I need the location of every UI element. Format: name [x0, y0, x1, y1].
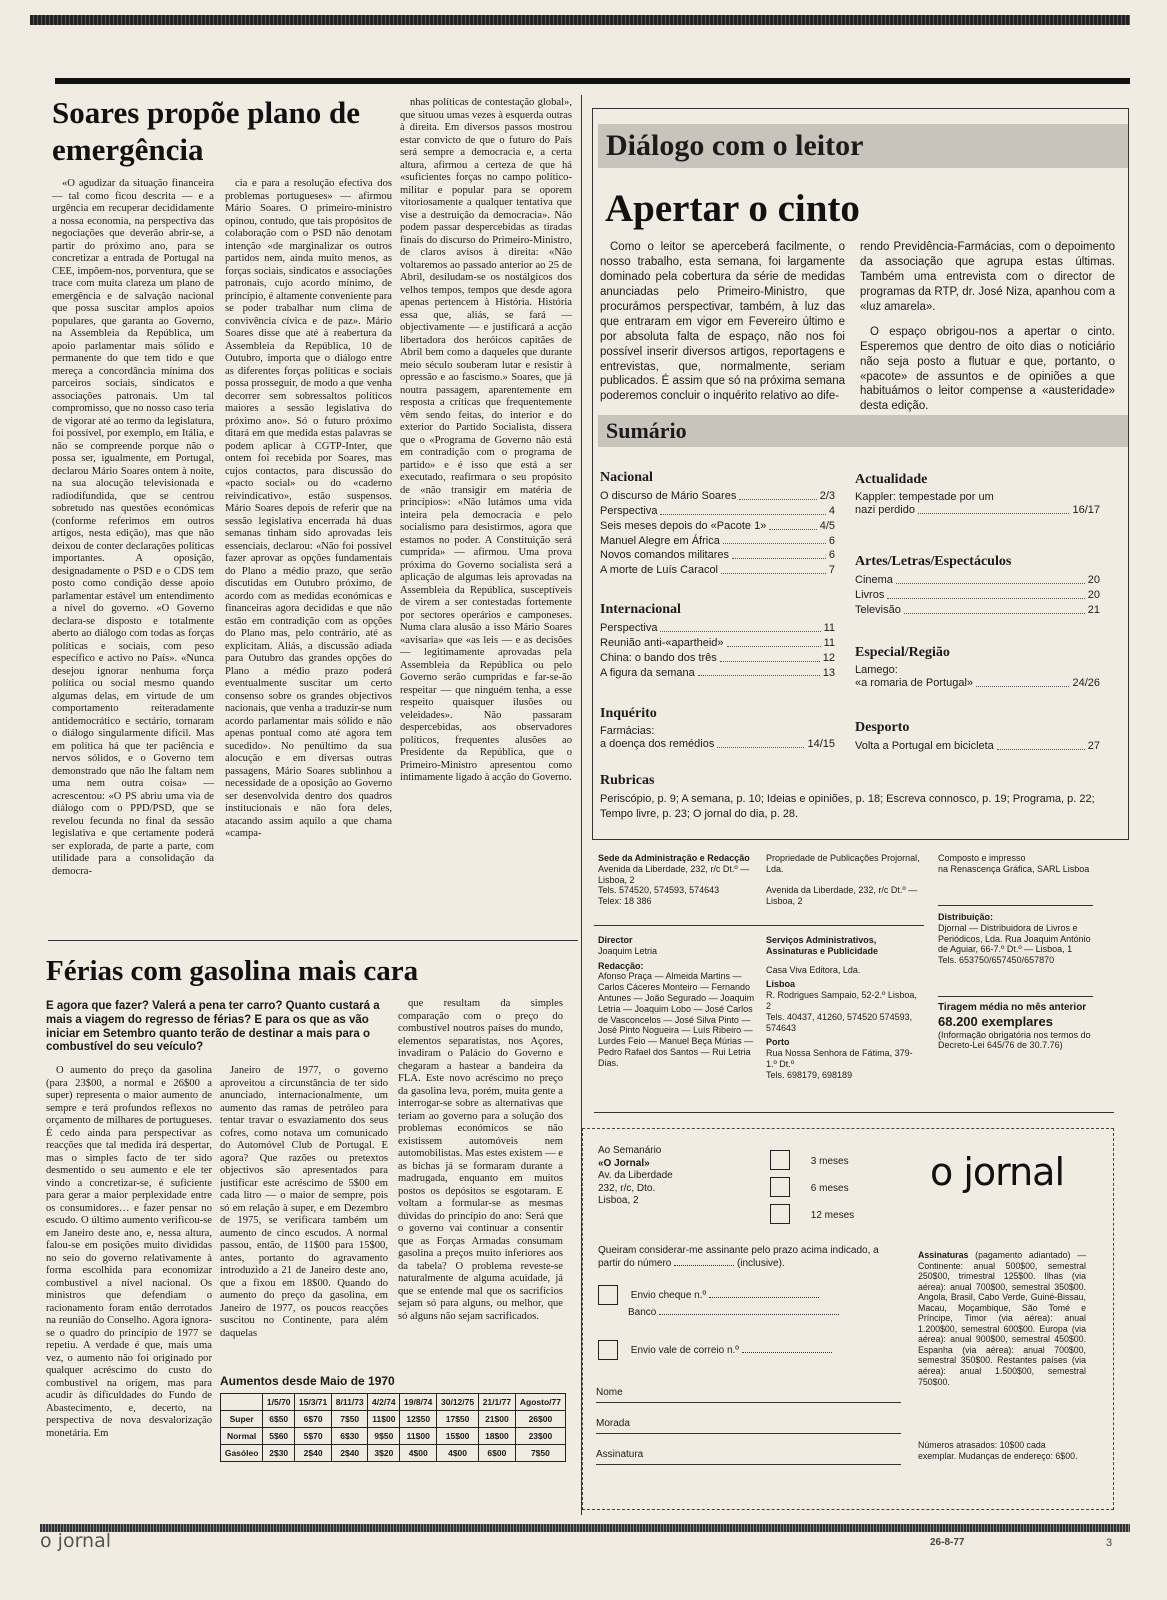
soares-headline: Soares propõe plano de emergência — [52, 95, 361, 167]
masthead-distribuicao: Distribuição: Djornal — Distribuidora de Livros e Periódicos, Lda. Rua Joaquim António de Aguiar, 66-7.º Dt.º — Lisboa, 1 Tels. 653750/657450/657870 — [938, 912, 1091, 966]
list-item: Livros 20 — [855, 588, 1100, 601]
sumario-internacional: Internacional Perspectiva 11 Reunião anti-«apartheid» 11 China: o bando dos três 12 A figura da semana 13 — [600, 602, 835, 679]
subscription-request: Queiram considerar-me assinante pelo prazo acima indicado, a partir do número (inclusive). — [598, 1245, 879, 1269]
option-3-months-checkbox[interactable] — [770, 1150, 790, 1170]
period-options: 3 meses 6 meses 12 meses — [770, 1150, 836, 1231]
ferias-headline: Férias com gasolina mais cara — [46, 955, 419, 987]
list-item: Reunião anti-«apartheid» 11 — [600, 636, 835, 649]
list-item: Manuel Alegre em África 6 — [600, 534, 835, 547]
list-item: Volta a Portugal em bicicleta 27 — [855, 740, 1100, 752]
address-field-label: Morada — [596, 1418, 630, 1429]
table-row: Super 6$50 6$70 7$50 11$00 12$50 17$50 21$00 26$00 — [221, 1411, 566, 1428]
apertar-headline: Apertar o cinto — [605, 187, 860, 230]
ferias-col-2: Janeiro de 1977, o governo aproveitou a circunstância de ter sido anunciado, internacionalmente, um aumento das ramas de petróleo para tentar travar o esvaziamento dos seus cofres, como notava um comunicado do Automóvel Club de Portugal. E agora? Que razões ou pretextos objectivos são apresentados para justificar este acréscimo de 5$00 em cada litro — o maior de sempre, pois só em relação à super, e em Dezembro de 1975, se verificara também um aumento de cinco escudos. A normal passou, então, de 11$00 para 15$00, antes, portanto do agravamento introduzido a 21 de Janeiro deste ano, que a fixou em 18$00. Quando do aumento do preço da gasolina, em Janeiro de 1977, os poucos reacções suscitou no Continente, para além daquelas — [220, 1065, 388, 1339]
top-rule — [30, 15, 1130, 25]
address-field[interactable] — [596, 1433, 901, 1434]
payment-cheque: Envio cheque n.º Banco — [598, 1285, 898, 1318]
divider — [938, 996, 1093, 997]
list-item: Novos comandos militares 6 — [600, 549, 835, 562]
signature-field-label: Assinatura — [596, 1449, 644, 1460]
sumario-inquerito: Inquérito Farmácias: a doença dos remédios 14/15 — [600, 706, 835, 750]
bottom-rule — [40, 1524, 1130, 1532]
option-6-months-checkbox[interactable] — [770, 1177, 790, 1197]
ferias-col-3: que resultam da simples comparação com o preço do combustível noutros países do mundo, elementos separatistas, nos Açores, invadiram o Palácio do Governo e chegaram a hastear a bandeira da FLA. Este novo acréscimo no preço da gasolina leva, porém, muita gente a interrogar-se sobre as alternativas que teriam ao governo para a solução dos problemas económicos se não existissem automóveis nem automobilistas. Mas estes existem — e as bichas já se formaram durante a madrugada, enquanto em muitos postos os depósitos se esgotaram. E voltam a formular-se as mesmas dúvidas do princípio do ano: Será que o governo vai continuar a consentir que as Forças Armadas consumam gasolina a preços muito inferiores aos da tabela? O problema reveste-se naturalmente de alguma acuidade, já que se entende mal que os sacrifícios sejam só para alguns, ou melhor, que só alguns não sejam sacrificados. — [398, 998, 563, 1322]
list-item: A figura da semana 13 — [600, 666, 835, 679]
signature-field[interactable] — [596, 1464, 901, 1465]
cheque-checkbox[interactable] — [598, 1285, 618, 1305]
page-number: 3 — [1106, 1537, 1113, 1549]
soares-col-2: cia e para a resolução efectiva dos problemas portugueses» — afirmou Mário Soares. O primeiro-ministro opinou, contudo, que tais propósitos de colaboração com o PSD não denotam intenção «de marginalizar os outros partidos nem, ainda muito menos, as forças sociais, sindicatos e associações patronais, cujo acordo mínimo, de princípio, é altamente conveniente para se poder trabalhar num clima de convivência cívica e de paz». Mário Soares disse que até à reabertura da Assembleia da República, 10 de Outubro, importa que o diálogo entre as diferentes forças políticas e sociais possa prosseguir, de modo a que venha decorrer sem sobressaltos políticos maiores a sessão legislativa do próximo ano». Só o futuro próximo ditará em que medida estas palavras se podem aplicar à CGTP-Inter, que ontem foi recebida por Soares, mas cujos contactos, para discussão do «pacto social» ou do «caderno reivindicativo», estão suspensos. Mário Soares depois de referir que na sessão legislativa encerrada há duas semanas tinham sido aprovadas leis essenciais, declarou: «Não foi possível fazer aprovar as opções fundamentais do Plano a médio prazo, que serão discutidas em Outubro próximo, de acordo com as medidas económicas e financeiras agora decididas e que não estão em contradição com as opções do Plano mas, pelo contrário, até as explicitam. Aliás, a discussão adiada para Outubro das grandes opções do Plano a médio prazo poderá eventualmente suscitar um certo consenso sobre os grandes objectivos nacionais, que venha a traduzir-se num acordo parlamentar mais sólido e não apenas pontual como até agora tem sucedido». No penúltimo da sua alocução e em diversas outras passagens, Mário Soares sublinhou a necessidade de a oposição ao Governo ser desenvolvida dentro dos quadros institucionais e não fora deles, atacando assim aquilo a que chama «campa- — [225, 178, 392, 839]
dialogo-col-1: Como o leitor se aperceberá facilmente, o nosso trabalho, esta semana, foi largamente dominado pela cobertura da série de medidas anunciadas pelo Primeiro-Ministro, que procurámos perspectivar, também, à luz das que entraram em vigor em Fevereiro último e por absoluta falta de espaço, não nos foi possível inserir diversos artigos, reportagens e entrevistas, que, normalmente, seriam publicados. É assim que só na próxima semana poderemos concluir o inquérito relativo ao dife- — [600, 241, 845, 403]
table-row: Gasóleo 2$30 2$40 2$40 3$20 4$00 4$00 6$00 7$50 — [221, 1445, 566, 1462]
price-table-header: 1/5/70 15/3/71 8/11/73 4/2/74 19/8/74 30/12/75 21/1/77 Agosto/77 — [221, 1394, 566, 1411]
sumario-nacional: Nacional O discurso de Mário Soares 2/3 Perspectiva 4 Seis meses depois do «Pacote 1» 4/5 Manuel Alegre em África 6 Novos comandos militares 6 A morte de Luís Caracol 7 — [600, 470, 835, 577]
header-rule — [55, 78, 1130, 84]
divider — [594, 925, 924, 926]
masthead-propriedade: Propriedade de Publicações Projornal, Lda. Avenida da Liberdade, 232, r/c Dt.º — Lisboa, 2 — [766, 853, 920, 907]
table-row: Normal 5$60 5$70 6$30 9$50 11$00 15$00 18$00 23$00 — [221, 1428, 566, 1445]
issue-number-field[interactable] — [674, 1265, 734, 1266]
soares-col-3: nhas políticas de contestação global», que situou umas vezes à esquerda outras à direita. Em diversos passos mostrou estar convicto de que o futuro do País será sempre a democracia e, a certa altura, afirmou a certeza de que há «suficientes forças no campo político-militar e popular para se oporem vitoriosamente a qualquer tentativa que vise a destruição da democracia». Não podem passar despercebidas as tiradas finais do discurso do Primeiro-Ministro, de claros avisos à direita: «Não voltaremos ao passado anterior ao 25 de Abril, desiludam-se os nostálgicos dos velhos tempos, tempos que desde agora apenas pertencem à História. História essa que, aliás, se fará — objectivamente — e justificará a acção libertadora dos heróicos capitães de Abril bem como a daqueles que durante meio século souberam lutar e resistir à opressão e ao fascismo.» Soares, que já noutra passagem, aparentemente em resposta a críticas que frequentemente vêm sendo feitas, do interior e do exterior do Partido Socialista, dissera que o «Programa de Governo não está em contradição com o programa de partido» e é isso que está a ser executado, reafirmara o seu propósito de «não transigir em matéria de princípios»: «Não lutámos uma vida inteira pela democracia e pelo socialismo para desistirmos, agora que estamos no poder. A Constituição será cumprida» — afirmou. Uma prova próxima do Governo socialista será a aplicação de algumas leis aprovadas na Assembleia da República, susceptíveis de virem a ser contestadas fortemente por sectores operários e camponeses. Numa clara alusão a isso Mário Soares «avisaria» que «as leis — e as decisões — legitimamente aprovadas pela Assembleia da República ou pelo Governo serão cumpridas e far-se-ão respeitar — que ninguém tenha, a esse respeito quaisquer ilusões ou veleidades». Não passaram despercebidas, aos observadores políticos, frequentes alusões ao Presidente da República, que o Primeiro-Ministro apresentou como intimamente ligado à acção do Governo. — [400, 97, 572, 783]
list-item: Perspectiva 4 — [600, 504, 835, 517]
price-table — [220, 1393, 566, 1462]
ferias-lead: E agora que fazer? Valerá a pena ter carro? Quanto custará a mais a viagem do regresso de férias? E para os que as vão iniciar em Setembro quanto terão de destinar a mais para o combustível do seu veículo? — [46, 1000, 380, 1054]
ferias-col-1: O aumento do preço da gasolina (para 23$00, a normal e 26$00 a super) representa o maior aumento de sempre e terá profundos reflexos no orçamento de milhares de portugueses. É cedo ainda para perspectivar as reacções que tal medida irá despertar, mas o simples facto de ter sido desmentido o seu aumento e ele ter vindo a concretizar-se, é suficiente para gerar a maior perplexidade entre os consumidores… e fazer pensar no escudo. O último aumento verificou-se em Janeiro deste ano, e, nessa altura, falou-se em posições muito divididas no seio do governo relativamente à forma escolhida para economizar combustível a nível nacional. Os ministros que defendiam o racionamento foram então derrotados na reunião do Conselho. Agora ignora-se o quadro do princípio de 1977 se repetiu. A verdade é que, mais uma vez, o aumento não foi originado por qualquer acréscimo do custo do combustível na origem, mas para acudir às dificuldades do Fundo de Abastecimento, e, decerto, na perspectiva de nova desvalorização monetária. Em — [46, 1065, 212, 1439]
masthead-director: Director Joaquim Letria Redacção: Afonso Praça — Almeida Martins — Carlos Cáceres Monteiro — Fernando Antunes — João Segurado — Joaquim Letria — Joaquim Lobo — José Carlos de Vasconcelos — José Silva Pinto — José Pinto Nogueira — Luís Ribeiro — Lurdes Feio — Manuel Beça Múrias — Pedro Rafael dos Santos — Rui Letria Dias. — [598, 935, 755, 1068]
list-item: Seis meses depois do «Pacote 1» 4/5 — [600, 519, 835, 532]
name-field[interactable] — [596, 1402, 901, 1403]
dialogo-col-2: rendo Previdência-Farmácias, com o depoimento da associação que agrupa estas últimas. Também uma entrevista com o director de programas da RTP, dr. José Niza, apanhou com a «luz amarela». O espaço obrigou-nos a apertar o cinto. Esperemos que dentro de oito dias o noticiário não seja posto a flutuar e que, portanto, o «pacote» de assuntos e de opiniões a que habituámos o leitor compense a «austeridade» desta edição. — [860, 241, 1115, 413]
subscription-address: Ao Semanário «O Jornal» Av. da Liberdade 232, r/c, Dto. Lisboa, 2 — [598, 1145, 673, 1206]
list-item: Televisão 21 — [855, 603, 1100, 616]
soares-col-1: «O agudizar da situação financeira — tal como ficou descrita — e a urgência em recuperar decididamente a nossa economia, na perspectiva das negociações que deverão abrir-se, a partir do próximo ano, para se concretizar a entrada de Portugal na CEE, impõem-nos, porventura, que se trace com muita clareza um plano de emergência e de salvação nacional que possa suscitar amplos apoios populares, que garanta ao Governo, na Assembleia da República, um apoio parlamentar mais sólido e permanente do que tem tido e que mereça a concordância mínima dos parceiros sociais, sindicatos e associações patronais. Um tal compromisso, que no nosso caso teria de vigorar até ao termo da legislatura, foi possível, por exemplo, em Itália, e não se compreende porque não o possa ser, igualmente, em Portugal, declarou Mário Soares ontem à noite, na sua alocução televisionada e radiodifundida, que se centrou sobretudo nas questões económicas (conforme referimos em outros artigos, nesta edição), mas que não deixou de conter declarações políticas importantes. A oposição, designadamente o PSD e o CDS tem posto como condição desse apoio parlamentar estável um entendimento a nível do governo. «O Governo declara-se disposto e totalmente aberto ao diálogo com todas as forças políticas e sociais, com peso específico e activo no País». «Nunca desejou ignorar nenhuma força política ou social mesmo quando algumas delas, em virtude de um comportamento reiteradamente antidemocrático e sectário, tornaram o diálogo singularmente difícil. Mas em política há que ter paciência e nervos sólidos, e o Governo tem demonstrado que não lhe faltam nem uma nem outra coisa» — acrescentou: «O PS abriu uma via de diálogo com o PPD/PSD, que se revelou fecunda no final da sessão legislativa e que certamente poderá ser explorada, de parte a parte, com utilidade para a consolidação da democra- — [52, 178, 214, 877]
bank-field[interactable] — [659, 1314, 839, 1315]
option-12-months-checkbox[interactable] — [770, 1204, 790, 1224]
postal-order-checkbox[interactable] — [598, 1340, 618, 1360]
subscription-prices: Assinaturas (pagamento adiantado) — Continente: anual 500$00, semestral 250$00, trimestral 125$00. Ilhas (via aérea): anual 700$00, semestral 350$00. Angola, Brasil, Cabo Verde, Guiné-Bissau, Macau, Moçambique, São Tomé e Príncipe, Timor (via aérea): anual 1.200$00, semestral 600$00. Europa (via aérea): anual 900$00, semestral 450$00. Espanha (via aérea): anual 700$00, semestral 350$00. Restantes países (via aérea): anual 1.500$00, semestral 750$00. — [918, 1250, 1086, 1387]
payment-vale: Envio vale de correio n.º — [598, 1340, 898, 1360]
price-table-title: Aumentos desde Maio de 1970 — [220, 1374, 395, 1388]
cheque-number-field[interactable] — [709, 1297, 819, 1298]
list-item: a doença dos remédios 14/15 — [600, 738, 835, 750]
sumario-rubricas: Rubricas Periscópio, p. 9; A semana, p. 10; Ideias e opiniões, p. 18; Escreva connosco, p. 19; Programa, p. 22; Tempo livre, p. 23; O jornal do dia, p. 28. — [600, 773, 1095, 820]
list-item: A morte de Luís Caracol 7 — [600, 564, 835, 577]
back-issues: Números atrasados: 10$00 cada exemplar. Mudanças de endereço: 6$00. — [918, 1440, 1078, 1461]
list-item: «a romaria de Portugal» 24/26 — [855, 677, 1100, 689]
divider — [594, 1112, 1114, 1113]
list-item: Perspectiva 11 — [600, 622, 835, 634]
list-item: Cinema 20 — [855, 574, 1100, 586]
sumario-especial: Especial/Região Lamego: «a romaria de Portugal» 24/26 — [855, 645, 1100, 689]
footer-logo: o jornal — [40, 1530, 112, 1552]
divider — [48, 940, 578, 941]
masthead-tiragem: Tiragem média no mês anterior 68.200 exemplares (Informação obrigatória nos termos do Decreto-Lei 645/76 de 30.7.76) — [938, 1002, 1091, 1051]
divider — [938, 905, 1093, 906]
sumario-desporto: Desporto Volta a Portugal em bicicleta 27 — [855, 720, 1100, 752]
postal-order-field[interactable] — [742, 1352, 832, 1353]
list-item: China: o bando dos três 12 — [600, 651, 835, 664]
sumario-header: Sumário — [598, 415, 1128, 447]
masthead-sede: Sede da Administração e Redacção Avenida da Liberdade, 232, r/c Dt.º — Lisboa, 2 Tels. 574520, 574593, 574643 Telex: 18 386 — [598, 853, 750, 907]
list-item: O discurso de Mário Soares 2/3 — [600, 490, 835, 502]
sumario-artes: Artes/Letras/Espectáculos Cinema 20 Livros 20 Televisão 21 — [855, 554, 1100, 616]
masthead-servicos: Serviços Administrativos, Assinaturas e Publicidade Casa Viva Editora, Lda. Lisboa R. Rodrigues Sampaio, 52-2.º Lisboa, 2 Tels. 40437, 41260, 574520 574593, 574643 Porto Rua Nossa Senhora de Fátima, 379-1.º Dt.º Tels. 698179, 698189 — [766, 935, 917, 1080]
dialogo-header: Diálogo com o leitor — [598, 124, 1128, 168]
sumario-actualidade: Actualidade Kappler: tempestade por um nazi perdido 16/17 — [855, 472, 1100, 516]
name-field-label: Nome — [596, 1387, 623, 1398]
footer-date: 26-8-77 — [930, 1537, 965, 1548]
masthead-composto: Composto e impresso na Renascença Gráfica, SARL Lisboa — [938, 853, 1090, 874]
list-item: nazi perdido 16/17 — [855, 504, 1100, 516]
o-jornal-logo: o jornal — [930, 1150, 1065, 1194]
